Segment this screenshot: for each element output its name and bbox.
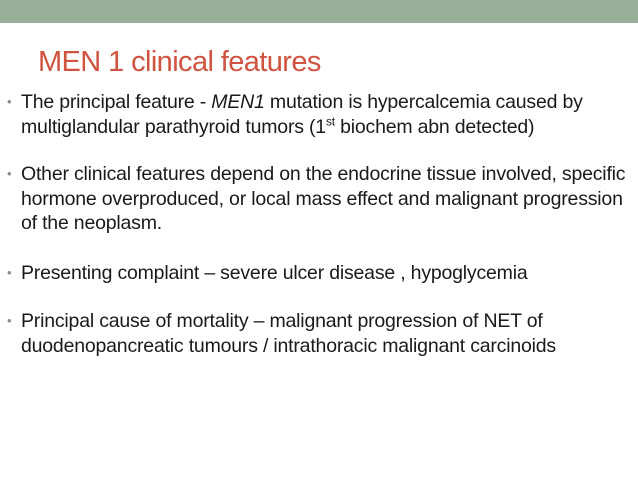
slide-title: MEN 1 clinical features (38, 46, 321, 78)
bullet-marker: • (7, 264, 12, 280)
bullet-text: Other clinical features depend on the endocrine tissue involved, specific hormone overproduced, or local mass effect and malignant progression of the neoplasm. (21, 163, 626, 234)
bullet-marker: • (7, 94, 12, 109)
top-accent-bar (0, 0, 638, 23)
bullet-text: biochem abn detected) (334, 115, 535, 138)
bullet-marker: • (7, 166, 12, 181)
bullet-list (7, 90, 632, 381)
bullet-item (7, 90, 632, 139)
bullet-item (7, 162, 632, 236)
bullet-text: Principal cause of mortality – malignant progression of NET of duodenopancreatic tumours / intrathoracic malignant carcinoids (21, 310, 556, 357)
bullet-item (7, 309, 632, 358)
gene-name: MEN1 (211, 91, 265, 113)
bullet-text: The principal feature - (21, 91, 212, 113)
bullet-text: mutation is hypercalcemia caused by multiglandular parathyroid tumors (1 (21, 91, 583, 138)
bullet-text: Presenting complaint – severe ulcer disease , hypoglycemia (21, 261, 528, 284)
bullet-item (7, 261, 632, 286)
ordinal-superscript: st (325, 114, 335, 128)
bullet-marker: • (7, 313, 12, 328)
